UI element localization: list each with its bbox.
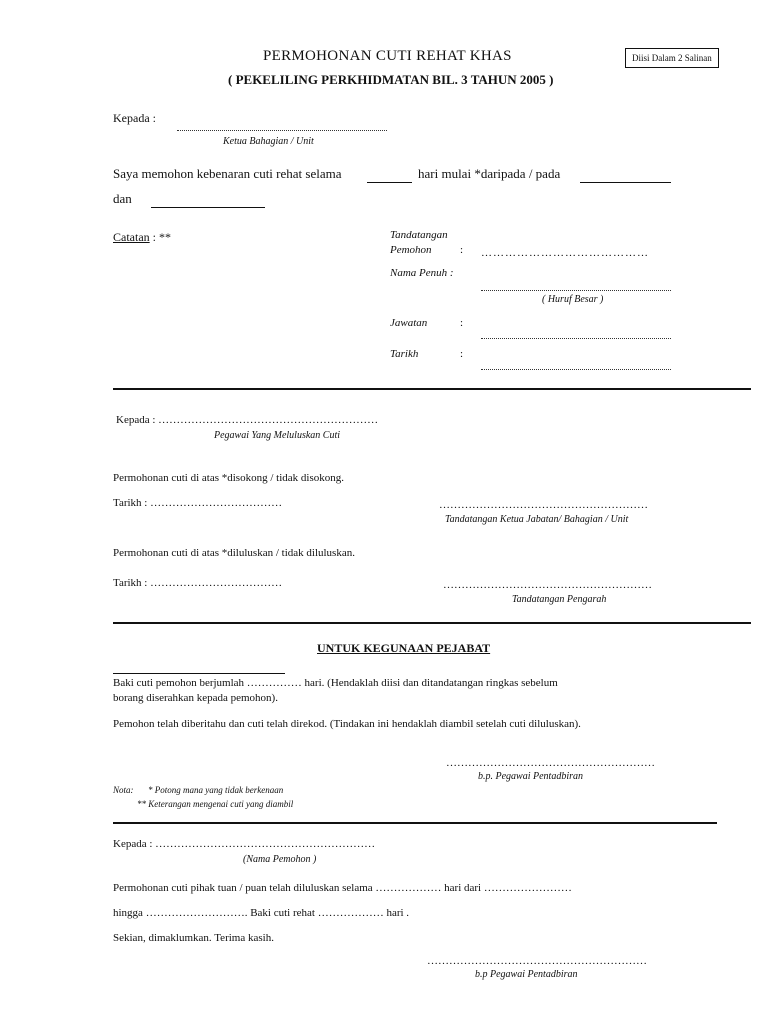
office-signature-caption: b.p. Pegawai Pentadbiran (478, 771, 583, 782)
reply-line-3: Sekian, dimaklumkan. Terima kasih. (113, 932, 274, 944)
form-subtitle: ( PEKELILING PERKHIDMATAN BIL. 3 TAHUN 2005 ) (228, 72, 554, 87)
copies-box: Diisi Dalam 2 Salinan (625, 48, 719, 68)
reply-kepada[interactable]: Kepada : …………………………………………………… (113, 838, 376, 850)
approver-caption: Pegawai Yang Meluluskan Cuti (214, 430, 341, 441)
ketua-signature-field[interactable]: ………………………………………………… (439, 499, 648, 511)
reply-line-1: Permohonan cuti pihak tuan / puan telah diluluskan selama ……………… hari dari …………………… (113, 882, 572, 894)
jawatan-colon: : (460, 317, 464, 329)
pemohon-label: Pemohon (390, 244, 432, 256)
tarikh-label: Tarikh (390, 348, 419, 360)
tarikh-colon: : (460, 348, 464, 360)
form-title: PERMOHONAN CUTI REHAT KHAS (263, 48, 512, 64)
nota-2: ** Keterangan mengenai cuti yang diambil (137, 799, 294, 809)
request-text-b: hari mulai *daripada / pada (418, 166, 561, 181)
diberitahu-text: Pemohon telah diberitahu dan cuti telah direkod. (Tindakan ini hendaklah diambil setelah cuti diluluskan). (113, 718, 581, 730)
nota-label: Nota: (113, 785, 134, 795)
ketua-signature-caption: Tandatangan Ketua Jabatan/ Bahagian / Unit (445, 514, 629, 525)
jawatan-label: Jawatan (390, 317, 428, 329)
diluluskan-text: Permohonan cuti di atas *diluluskan / tidak diluluskan. (113, 547, 355, 559)
reply-signature-caption: b.p Pegawai Pentadbiran (475, 969, 578, 980)
office-signature-field[interactable]: ………………………………………………… (446, 757, 655, 769)
days-field[interactable] (367, 182, 412, 183)
divider-3 (113, 822, 717, 824)
reply-line-2: hingga ………………………. Baki cuti rehat ……………… hari . (113, 907, 410, 919)
divider-2 (113, 622, 751, 624)
pengarah-signature-field[interactable]: ………………………………………………… (443, 579, 652, 591)
pengarah-signature-caption: Tandatangan Pengarah (512, 594, 607, 605)
divider-1 (113, 388, 751, 390)
tarikh-field[interactable] (481, 369, 671, 370)
request-text-a: Saya memohon kebenaran cuti rehat selama (113, 166, 342, 181)
to-date-field[interactable] (151, 207, 265, 208)
kepada-field[interactable] (177, 130, 387, 131)
pemohon-colon: : (460, 244, 464, 256)
tarikh-support[interactable]: Tarikh : ……………………………… (113, 497, 283, 509)
office-heading: UNTUK KEGUNAAN PEJABAT (317, 641, 491, 655)
nota-1: * Potong mana yang tidak berkenaan (148, 785, 284, 795)
kepada-label: Kepada : (113, 111, 156, 125)
signature-field[interactable]: …………………………………… (481, 247, 649, 259)
baki-line-2: borang diserahkan kepada pemohon). (113, 692, 278, 704)
jawatan-field[interactable] (481, 338, 671, 339)
nama-penuh-label: Nama Penuh : (390, 267, 454, 279)
disokong-text: Permohonan cuti di atas *disokong / tidak disokong. (113, 472, 344, 484)
approver-kepada[interactable]: Kepada : …………………………………………………… (116, 414, 379, 426)
tarikh-approve[interactable]: Tarikh : ……………………………… (113, 577, 283, 589)
tandatangan-label: Tandatangan (390, 229, 448, 241)
dan-label: dan (113, 191, 132, 206)
office-underline (113, 673, 285, 674)
huruf-besar-caption: ( Huruf Besar ) (542, 294, 604, 305)
catatan-label: Catatan : ** (113, 230, 171, 244)
nama-penuh-field[interactable] (481, 290, 671, 291)
kepada-caption: Ketua Bahagian / Unit (223, 136, 314, 147)
from-date-field[interactable] (580, 182, 671, 183)
reply-signature-field[interactable]: …………………………………………………… (427, 955, 647, 967)
reply-kepada-caption: (Nama Pemohon ) (243, 854, 317, 865)
baki-line-1: Baki cuti pemohon berjumlah …………… hari. (Hendaklah diisi dan ditandatangan ringkas sebelum (113, 677, 558, 689)
